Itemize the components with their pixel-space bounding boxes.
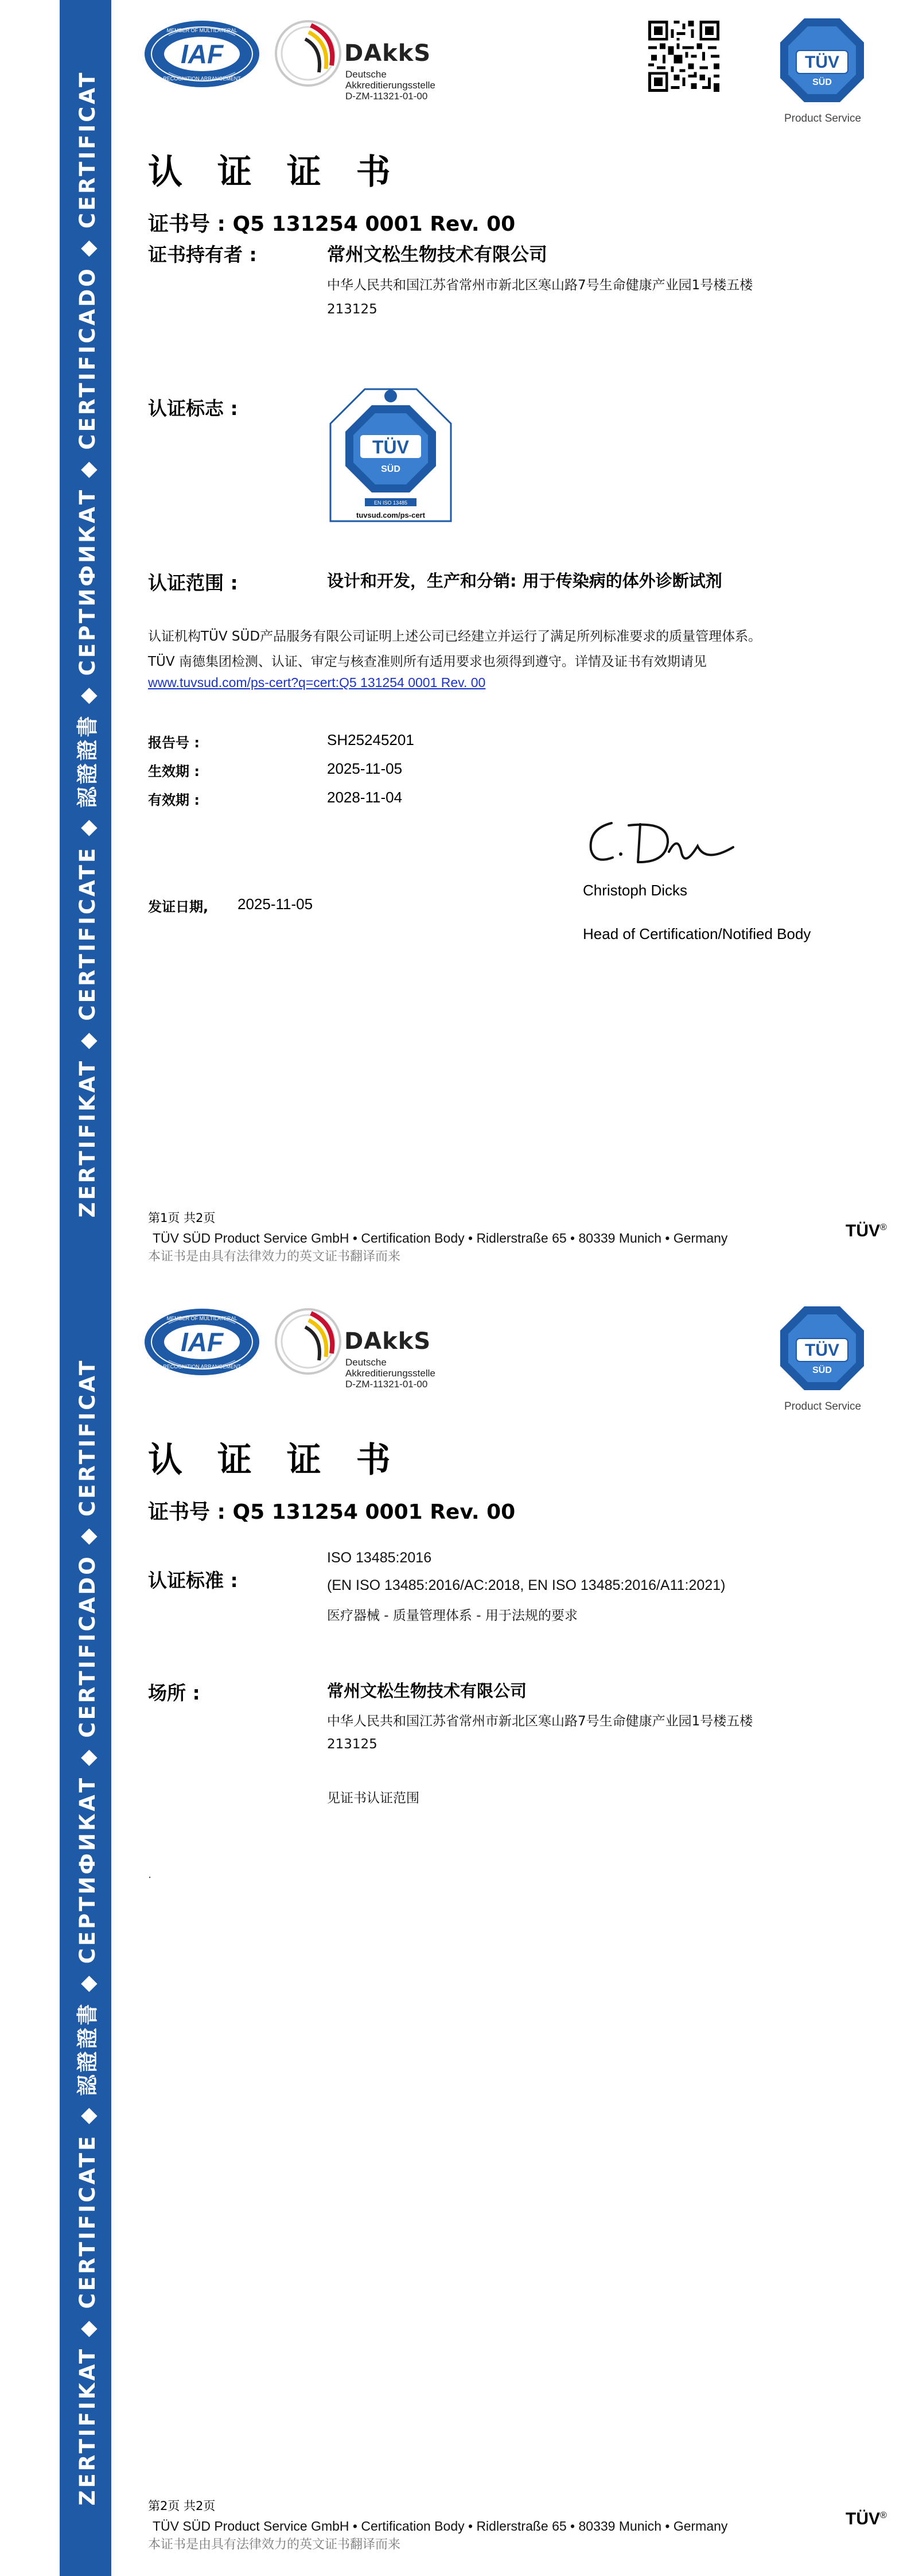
report-label: 报告号 :	[148, 735, 200, 751]
footer-tuv-reg: ®	[880, 2511, 887, 2520]
dakks-subtitle	[345, 69, 435, 102]
holder-postal-code: 213125	[327, 302, 377, 317]
mark-label: 认证标志 :	[148, 397, 238, 420]
certification-mark-icon	[327, 386, 454, 530]
side-band	[60, 0, 111, 1288]
holder-address: 中华人民共和国江苏省常州市新北区寒山路7号生命健康产业园1号楼五楼	[327, 278, 753, 293]
dakks-line-1: Deutsche	[345, 69, 387, 80]
scope-value: 设计和开发，生产和分销: 用于传染病的体外诊断试剂	[327, 571, 722, 591]
dakks-wordmark: DAkkS	[344, 1328, 431, 1355]
product-service-caption: Product Service	[784, 1400, 862, 1413]
side-band-text: ZERTIFIKAT ◆ CERTIFICATE ◆ 認證證書 ◆ СЕРТИФИКАТ ◆ CERTIFICADO ◆ CERTIFICAT	[75, 70, 100, 1218]
footer-tuv-reg: ®	[880, 1223, 887, 1232]
stray-dot: .	[148, 1867, 152, 1881]
effective-date: 2025-11-05	[327, 760, 403, 777]
statement-line-1: 认证机构TÜV SÜD产品服务有限公司证明上述公司已经建立并运行了满足所列标准要求的质量管理体系。	[148, 629, 762, 644]
tuv-sud-logo-icon	[779, 1305, 865, 1391]
issue-date: 2025-11-05	[238, 895, 313, 913]
dakks-line-2: Akkreditierungsstelle	[345, 1368, 435, 1379]
dakks-line-3: D-ZM-11321-01-00	[345, 1379, 428, 1390]
valid-date: 2028-11-04	[327, 789, 403, 806]
tuv-logo-text: TÜV	[805, 1341, 839, 1360]
tuv-logo-text: TÜV	[805, 53, 839, 72]
iaf-main-text: IAF	[180, 1327, 224, 1357]
dakks-wordmark: DAkkS	[344, 40, 431, 67]
dakks-subtitle	[345, 1357, 435, 1390]
standard-line-2: (EN ISO 13485:2016/AC:2018, EN ISO 13485:2016/A11:2021)	[327, 1577, 726, 1593]
iaf-bottom-text: RECOGNITION ARRANGEMENT	[163, 76, 241, 82]
footer-tuv-brand	[846, 1221, 887, 1241]
issue-label: 发证日期,	[148, 899, 209, 915]
sud-logo-text: SÜD	[812, 1365, 832, 1375]
iaf-top-text: MEMBER OF MULTILATERAL	[166, 1316, 238, 1321]
iaf-logo-icon	[143, 20, 260, 88]
mark-standard-text: EN ISO 13485	[373, 500, 408, 506]
iaf-logo-icon	[143, 1308, 260, 1376]
dakks-line-2: Akkreditierungsstelle	[345, 80, 435, 91]
standard-label: 认证标准 :	[148, 1569, 238, 1592]
footer-note: 本证书是由具有法律效力的英文证书翻译而来	[148, 1250, 401, 1264]
page-indicator: 第2页 共2页	[148, 2499, 216, 2513]
side-band	[60, 1288, 111, 2576]
page-title: 认 证 证 书	[148, 152, 402, 192]
footer-tuv-text: TÜV	[846, 2509, 880, 2528]
side-band-text: ZERTIFIKAT ◆ CERTIFICATE ◆ 認證證書 ◆ СЕРТИФИКАТ ◆ CERTIFICADO ◆ CERTIFICAT	[75, 1358, 100, 2506]
dakks-line-1: Deutsche	[345, 1357, 387, 1368]
footer-note: 本证书是由具有法律效力的英文证书翻译而来	[148, 2538, 401, 2552]
iaf-bottom-text: RECOGNITION ARRANGEMENT	[163, 1364, 241, 1370]
effective-label: 生效期 :	[148, 763, 200, 779]
site-scope-reference: 见证书认证范围	[327, 1791, 419, 1806]
page-indicator: 第1页 共2页	[148, 1211, 216, 1225]
mark-sud-text: SÜD	[381, 464, 400, 474]
site-address: 中华人民共和国江苏省常州市新北区寒山路7号生命健康产业园1号楼五楼	[327, 1714, 753, 1729]
site-postal-code: 213125	[327, 1737, 377, 1752]
footer-address: TÜV SÜD Product Service GmbH • Certification Body • Ridlerstraße 65 • 80339 Munich • Germany	[153, 1231, 728, 1246]
dakks-logo-icon	[274, 1308, 342, 1375]
report-number: SH25245201	[327, 731, 414, 748]
footer-tuv-brand	[846, 2509, 887, 2529]
certificate-number: 证书号 : Q5 131254 0001 Rev. 00	[148, 212, 516, 236]
dakks-line-3: D-ZM-11321-01-00	[345, 91, 428, 102]
iaf-top-text: MEMBER OF MULTILATERAL	[166, 28, 238, 33]
holder-name: 常州文松生物技术有限公司	[327, 243, 548, 265]
site-name: 常州文松生物技术有限公司	[327, 1681, 527, 1701]
certificate-number: 证书号 : Q5 131254 0001 Rev. 00	[148, 1500, 516, 1524]
signatory-title: Head of Certification/Notified Body	[583, 925, 811, 942]
footer-address: TÜV SÜD Product Service GmbH • Certification Body • Ridlerstraße 65 • 80339 Munich • Germany	[153, 2519, 728, 2534]
certificate-page-2	[0, 1288, 911, 2576]
scope-label: 认证范围 :	[148, 572, 238, 594]
site-label: 场所 :	[148, 1682, 200, 1704]
signatory-name: Christoph Dicks	[583, 882, 688, 899]
mark-tuv-text: TÜV	[372, 437, 409, 457]
qr-code-icon[interactable]	[648, 21, 719, 92]
standard-line-1: ISO 13485:2016	[327, 1550, 432, 1566]
footer-tuv-text: TÜV	[846, 1221, 880, 1240]
certificate-link[interactable]: www.tuvsud.com/ps-cert?q=cert:Q5 131254 0001 Rev. 00	[148, 675, 486, 690]
product-service-caption: Product Service	[784, 112, 862, 125]
tuv-sud-logo-icon	[779, 17, 865, 103]
valid-label: 有效期 :	[148, 792, 200, 808]
signature-icon	[583, 812, 738, 875]
dakks-logo-icon	[274, 20, 342, 87]
page-title: 认 证 证 书	[148, 1440, 402, 1480]
holder-label: 证书持有者 :	[148, 243, 257, 266]
iaf-main-text: IAF	[180, 39, 224, 69]
mark-url-text: tuvsud.com/ps-cert	[356, 511, 425, 519]
sud-logo-text: SÜD	[812, 77, 832, 87]
statement-line-2: TÜV 南德集团检测、认证、审定与核查准则所有适用要求也须得到遵守。详情及证书有效期请见	[148, 654, 707, 669]
standard-line-3: 医疗器械 - 质量管理体系 - 用于法规的要求	[327, 1608, 578, 1623]
